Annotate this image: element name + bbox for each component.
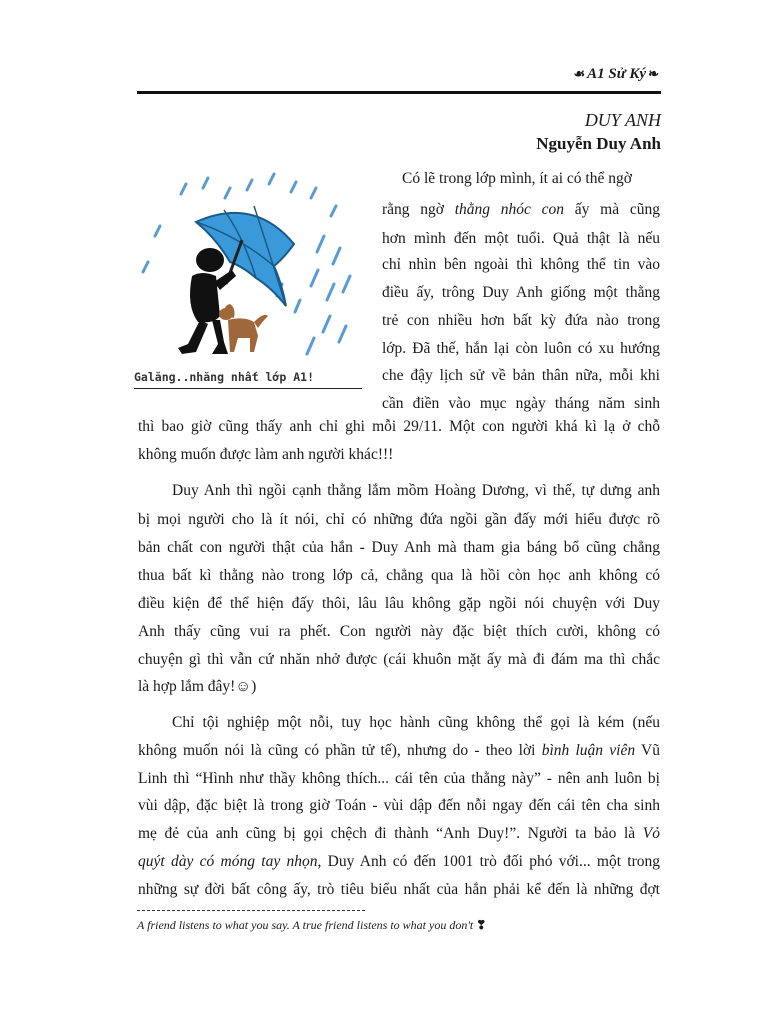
text-line: thì bao giờ cũng thấy anh chỉ ghi mỗi 29/11. Một con người khá kì lạ ở chỗ (138, 418, 660, 435)
ornament-left-icon: ☙ (573, 66, 586, 81)
text-line: chuyện gì thì vẫn cứ nhăn nhở được (cái khuôn mặt ấy mà đi đám ma thì chắc (138, 651, 660, 668)
text-line: Chỉ tội nghiệp một nỗi, tuy học hành cũng không thể gọi là kém (nếu (172, 714, 660, 731)
text-line: là hợp lắm đây!☺) (138, 678, 257, 695)
text-line: hơn mình đến một tuổi. Quả thật là nếu (382, 230, 660, 247)
text-line: rằng ngờ thằng nhóc con ấy mà cũng (382, 201, 660, 218)
footer-quote: A friend listens to what you say. A true friend listens to what you don't (137, 918, 474, 932)
text-line: những sự đời bất công ấy, trò tiêu biểu nhất của hắn phải kể đến là những đợt (138, 881, 660, 898)
text-line: không muốn nói là cũng có phần tử tế), nhưng do - theo lời bình luận viên Vũ (138, 742, 660, 759)
text-line: bị mọi người cho là ít nói, chỉ có những đứa ngồi gần đấy mới hiểu được rõ (138, 511, 660, 528)
text-line: vùi dập, đặc biệt là trong giờ Toán - vùi dập đến nỗi ngay đến cái tên cha sinh (138, 797, 660, 814)
text-line: bản chất con người thật của hắn - Duy Anh mà tham gia báng bổ cũng chẳng (138, 539, 660, 556)
header-title: A1 Sử Ký (587, 66, 647, 82)
text-line: lớp. Đã thế, hắn lại còn luôn có xu hướng (382, 340, 660, 357)
text-line: quýt dày có móng tay nhọn, Duy Anh có đến 1001 trò đối phó với... một trong (138, 853, 661, 870)
article-author: Nguyễn Duy Anh (536, 134, 661, 153)
text-line: Linh thì “Hình như thầy không thích... cái tên của thằng này” - nên anh luôn bị (138, 770, 660, 787)
text-line: chỉ nhìn bên ngoài thì không thể tin vào (382, 256, 660, 273)
text-line: không muốn được làm anh người khác!!! (138, 446, 394, 463)
text-line: điều kiện để thể hiện đấy thôi, lâu lâu không gặp ngồi nói chuyện với Duy (138, 595, 660, 612)
text-line: trẻ con nhiều hơn bất kỳ đứa nào trong (382, 312, 660, 329)
illustration-caption: Galăng..nhăng nhất lớp A1! (134, 370, 315, 384)
text-line: cần điền vào mục ngày tháng năm sinh (382, 395, 660, 412)
text-line: mẹ đẻ của anh cũng bị gọi chệch đi thành “Anh Duy!”. Người ta bảo là Vỏ (138, 825, 660, 842)
text-line: Có lẽ trong lớp mình, ít ai có thể ngờ (402, 170, 632, 187)
text-line: che đậy lịch sử về bản thân nữa, mỗi khi (382, 367, 660, 384)
text-line: thua bất kì thằng nào trong lớp cả, chẳng qua là hồi còn học anh không có (138, 567, 660, 584)
heart-icon: ❣ (476, 918, 487, 932)
page-footer (137, 918, 661, 933)
article-title: DUY ANH (584, 110, 661, 130)
text-line: điều ấy, trông Duy Anh giống một thằng (382, 284, 660, 301)
ornament-right-icon: ❧ (648, 66, 659, 81)
text-line: Duy Anh thì ngồi cạnh thằng lắm mồm Hoàng Dương, vì thế, tự dưng anh (172, 482, 660, 499)
footer-divider (137, 910, 365, 911)
text-line: Anh thấy cũng vui ra phết. Con người này đặc biệt thích cười, không có (138, 623, 660, 640)
